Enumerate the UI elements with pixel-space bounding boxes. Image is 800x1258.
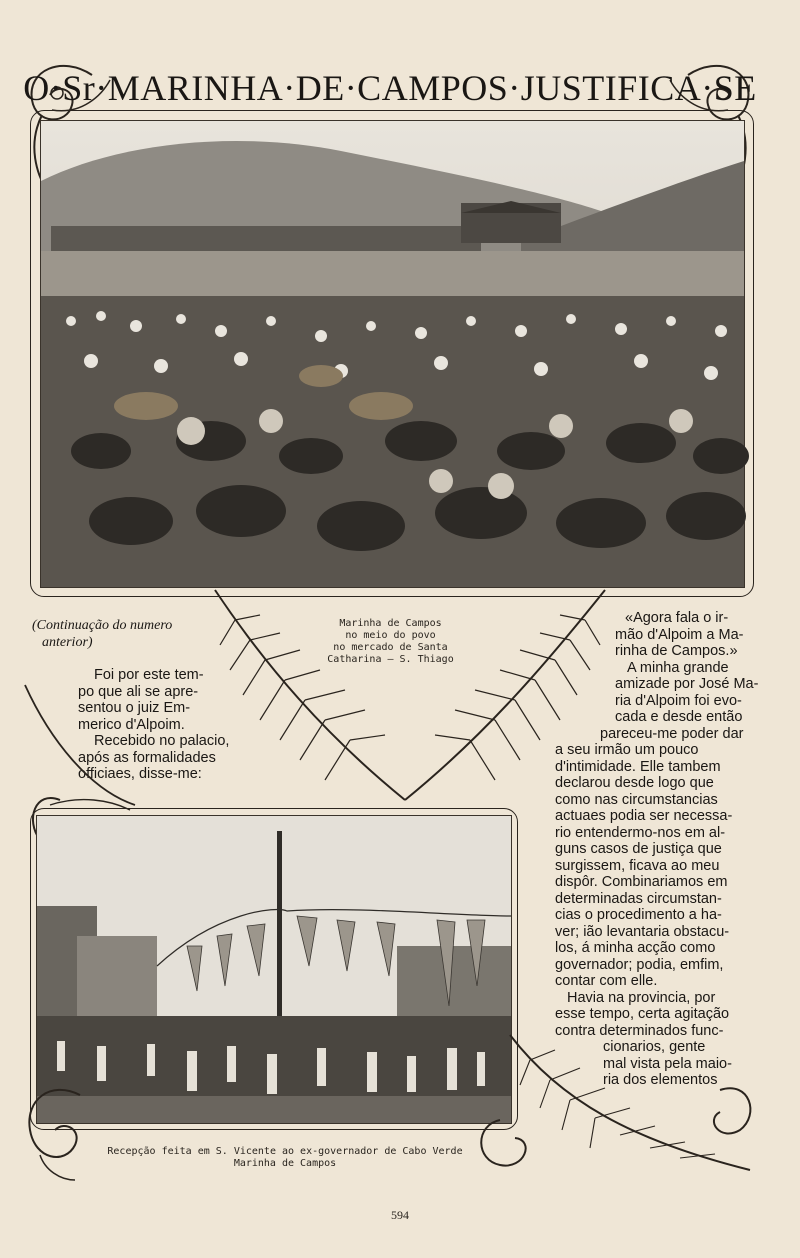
text-line: merico d'Alpoim. xyxy=(78,716,185,733)
text-line: mão d'Alpoim a Ma- xyxy=(615,626,744,643)
text-line: amizade por José Ma- xyxy=(615,676,759,692)
bottom-left-ornament xyxy=(20,1075,100,1185)
text-line: a seu irmão um pouco xyxy=(555,742,699,758)
caption-line: Marinha de Campos xyxy=(339,618,442,629)
text-line: Havia na provincia, por xyxy=(567,989,716,1006)
text-line: guns casos de justiça que xyxy=(555,841,722,857)
text-line: após as formalidades xyxy=(78,749,216,766)
text-line: po que ali se apre- xyxy=(78,683,199,700)
text-line: «Agora fala o ir- xyxy=(625,610,729,626)
text-line: declarou desde logo que xyxy=(555,775,714,791)
text-line: cada e desde então xyxy=(615,709,743,725)
text-line: Recebido no palacio, xyxy=(94,733,230,749)
top-photo-market-crowd xyxy=(40,120,745,588)
text-line: rinha de Campos.» xyxy=(615,643,738,659)
caption-line: no meio do povo xyxy=(345,630,436,641)
caption-line: Marinha de Campos xyxy=(233,1158,337,1169)
text-line: contra determinados func- xyxy=(555,1022,724,1039)
caption-line: Recepção feita em S. Vicente ao ex-governador de Cabo Verde xyxy=(107,1146,463,1157)
text-line: cionarios, gente xyxy=(603,1039,706,1055)
headline: O·Sr·MARINHA·DE·CAMPOS·JUSTIFICA·SE xyxy=(23,68,757,108)
text-line: los, á minha acção como xyxy=(555,940,716,956)
continuation-note: anterior) xyxy=(42,634,93,650)
caption-line: no mercado de Santa xyxy=(333,642,448,653)
caption-line: Catharina — S. Thiago xyxy=(327,654,454,665)
text-line: determinadas circumstan- xyxy=(555,890,722,907)
text-line: surgissem, ficava ao meu xyxy=(555,857,720,874)
text-line: cias o procedimento a ha- xyxy=(555,907,722,923)
text-line: ria dos elementos xyxy=(603,1072,718,1088)
text-line: ria d'Alpoim foi evo- xyxy=(615,692,742,709)
text-line: A minha grande xyxy=(627,659,729,676)
palm-frond-ornament xyxy=(205,585,615,810)
bottom-photo-reception xyxy=(36,815,512,1124)
text-line: Foi por este tem- xyxy=(94,667,204,683)
text-line: mal vista pela maio- xyxy=(603,1055,732,1072)
text-line: rio entendermo-nos em al- xyxy=(555,824,726,841)
text-line: contar com elle. xyxy=(555,973,658,989)
text-line: pareceu-me poder dar xyxy=(600,725,744,742)
text-line: dispôr. Combinariamos em xyxy=(555,874,728,890)
page-number: 594 xyxy=(391,1208,409,1222)
bottom-photo-caption xyxy=(100,1146,470,1170)
text-line: esse tempo, certa agitação xyxy=(555,1006,730,1022)
text-line: actuaes podia ser necessa- xyxy=(555,808,733,824)
text-line: ver; ião levantaria obstacu- xyxy=(555,923,730,940)
text-line: d'intimidade. Elle tambem xyxy=(555,758,721,775)
text-line: officiaes, disse-me: xyxy=(78,766,202,782)
text-line: governador; podia, emfim, xyxy=(555,956,724,973)
right-column-text xyxy=(555,610,760,1089)
continuation-note: (Continuação do numero xyxy=(32,618,173,633)
text-line: como nas circumstancias xyxy=(555,791,718,808)
text-line: sentou o juiz Em- xyxy=(78,700,191,716)
